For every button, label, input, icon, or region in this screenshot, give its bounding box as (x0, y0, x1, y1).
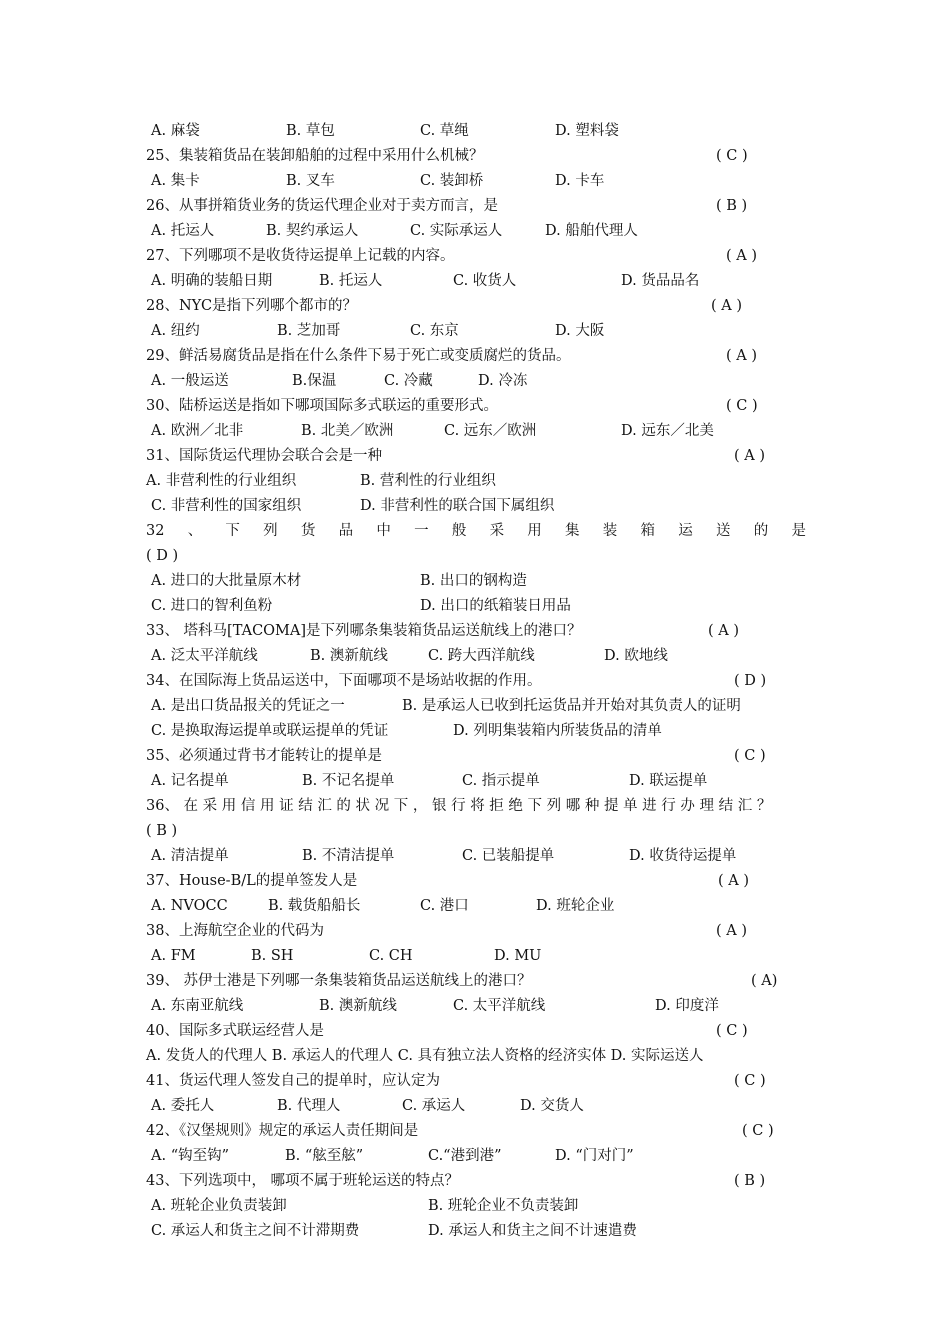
justified-char: 采 (489, 523, 505, 539)
answer-option: C. 东京 (410, 323, 459, 339)
answer-option: D. 冷冻 (478, 373, 528, 389)
question-text: 34、在国际海上货品运送中，下面哪项不是场站收据的作用。 (146, 673, 542, 689)
answer-option: B. SH (251, 948, 294, 964)
justified-char: 是 (791, 523, 806, 539)
answer-option: B. 草包 (286, 123, 335, 139)
answer-option: A. 明确的装船日期 (151, 273, 273, 289)
text-line: ( B ) (146, 823, 178, 839)
justified-char: 集 (565, 523, 580, 539)
answer-option: B. 叉车 (286, 173, 335, 189)
answer-option: D. 塑料袋 (555, 123, 619, 139)
question-text: 29、鲜活易腐货品是指在什么条件下易于死亡或变质腐烂的货品。 (146, 348, 571, 364)
answer-option: A. 集卡 (151, 173, 200, 189)
answer-option: A. 一般运送 (151, 373, 229, 389)
answer-option: B. 是承运人已收到托运货品并开始对其负责人的证明 (402, 698, 741, 714)
answer-option: A. 清洁提单 (151, 848, 229, 864)
question-text: 43、下列选项中， 哪项不属于班轮运送的特点？ (146, 1173, 460, 1189)
answer-bracket: ( B ) (734, 1173, 766, 1189)
answer-option: A. NVOCC (151, 898, 228, 914)
justified-char: 中 (376, 523, 391, 539)
answer-option: C. 指示提单 (462, 773, 540, 789)
answer-option: C. 已装船提单 (462, 848, 555, 864)
answer-option: A. 麻袋 (151, 123, 200, 139)
answer-option: D. 联运提单 (629, 773, 708, 789)
question-text: 27、下列哪项不是收货待运提单上记载的内容。 (146, 248, 455, 264)
answer-option: A. 非营利性的行业组织 (146, 473, 297, 489)
answer-option: C. 远东／欧洲 (444, 423, 537, 439)
answer-option: C. 实际承运人 (410, 223, 503, 239)
answer-option: A. 纽约 (151, 323, 200, 339)
question-text: 41、货运代理人签发自己的提单时，应认定为 (146, 1073, 440, 1089)
answer-option: D. 收货待运提单 (629, 848, 737, 864)
answer-option: D. 远东／北美 (621, 423, 714, 439)
answer-option: A. 东南亚航线 (151, 998, 244, 1014)
answer-option: D. “门对门” (555, 1148, 634, 1164)
answer-option: B. 不记名提单 (302, 773, 395, 789)
answer-option: A. 进口的大批量原木材 (151, 573, 302, 589)
answer-option: A. 托运人 (151, 223, 215, 239)
answer-option: A. 委托人 (151, 1098, 215, 1114)
answer-option: B. 北美／欧洲 (301, 423, 394, 439)
question-text: 33、 塔科马[TACOMA]是下列哪条集装箱货品运送航线上的港口？ (146, 623, 582, 639)
answer-option: B. 澳新航线 (310, 648, 388, 664)
question-text: 42、《汉堡规则》规定的承运人责任期间是 (146, 1123, 419, 1139)
answer-option: A. “钩至钩” (151, 1148, 230, 1164)
answer-option: D. 大阪 (555, 323, 605, 339)
answer-option: B. 班轮企业不负责装卸 (428, 1198, 579, 1214)
justified-char: 货 (300, 523, 316, 539)
justified-char: 般 (451, 523, 467, 539)
justified-char: 用 (527, 523, 542, 539)
answer-option: B. 出口的钢构造 (420, 573, 527, 589)
justified-char: 32 (146, 523, 165, 539)
answer-option: B. 不清洁提单 (302, 848, 395, 864)
answer-bracket: ( A ) (708, 623, 740, 639)
answer-option: C. 承运人和货主之间不计滞期费 (151, 1223, 360, 1239)
answer-option: C. 港口 (420, 898, 469, 914)
justified-char: 、 (187, 523, 203, 539)
answer-option: A. 班轮企业负责装卸 (151, 1198, 287, 1214)
answer-option: C. 进口的智利鱼粉 (151, 598, 273, 614)
answer-bracket: ( D ) (734, 673, 767, 689)
answer-option: D. 船舶代理人 (545, 223, 638, 239)
answer-option: B.保温 (292, 373, 337, 389)
answer-option: D. 列明集装箱内所装货品的清单 (453, 723, 662, 739)
justified-char: 的 (753, 523, 769, 539)
answer-option: A. 记名提单 (151, 773, 229, 789)
justified-char: 运 (678, 523, 693, 539)
text-line: 36、 在 采 用 信 用 证 结 汇 的 状 况 下 ， 银 行 将 拒 绝 下 列 哪 种 提 单 进 行 办 理 结 汇 ？ (146, 798, 772, 814)
justified-char: 装 (602, 523, 618, 539)
answer-bracket: ( A ) (711, 298, 743, 314)
answer-option: D. 班轮企业 (536, 898, 615, 914)
answer-option: D. 卡车 (555, 173, 605, 189)
justified-char: 送 (715, 523, 731, 539)
answer-option: C. 非营利性的国家组织 (151, 498, 302, 514)
answer-bracket: ( B ) (716, 198, 748, 214)
answer-option: B. 契约承运人 (266, 223, 359, 239)
answer-option: C. 草绳 (420, 123, 469, 139)
answer-option: B. 营利性的行业组织 (360, 473, 496, 489)
answer-option: D. 印度洋 (655, 998, 719, 1014)
question-text: 37、House-B/L的提单签发人是 (146, 873, 358, 889)
answer-option: B. 澳新航线 (319, 998, 397, 1014)
answer-bracket: ( A ) (734, 448, 766, 464)
justified-char: 列 (263, 523, 278, 539)
question-text: 40、国际多式联运经营人是 (146, 1023, 324, 1039)
answer-option: A. 是出口货品报关的凭证之一 (151, 698, 345, 714)
answer-option: C. 是换取海运提单或联运提单的凭证 (151, 723, 389, 739)
answer-option: A. 欧洲／北非 (151, 423, 244, 439)
answer-option: C. 收货人 (453, 273, 517, 289)
answer-option: D. 出口的纸箱装日用品 (420, 598, 571, 614)
answer-option: C.“港到港” (428, 1148, 502, 1164)
answer-option: D. 欧地线 (604, 648, 668, 664)
question-text: 31、国际货运代理协会联合会是一种 (146, 448, 382, 464)
answer-bracket: ( C ) (726, 398, 758, 414)
answer-option: D. 货品品名 (621, 273, 700, 289)
answer-option: B. 载货船船长 (268, 898, 361, 914)
answer-option: B. 代理人 (277, 1098, 341, 1114)
question-text: 38、上海航空企业的代码为 (146, 923, 324, 939)
answer-option: C. 跨大西洋航线 (428, 648, 535, 664)
question-text: 35、必须通过背书才能转让的提单是 (146, 748, 382, 764)
question-text: 25、集装箱货品在装卸船舶的过程中采用什么机械？ (146, 148, 484, 164)
answer-bracket: ( A ) (726, 348, 758, 364)
answer-option: C. 装卸桥 (420, 173, 484, 189)
answer-option: C. 冷藏 (384, 373, 433, 389)
justified-question-line (146, 521, 806, 541)
answer-bracket: ( A ) (726, 248, 758, 264)
answer-bracket: ( C ) (742, 1123, 774, 1139)
answer-option: C. CH (369, 948, 413, 964)
justified-char: 箱 (640, 523, 655, 539)
answer-bracket: ( A ) (716, 923, 748, 939)
justified-char: 一 (414, 523, 429, 539)
answer-option: B. “舷至舷” (285, 1148, 364, 1164)
answer-bracket: ( C ) (716, 1023, 748, 1039)
question-text: 30、陆桥运送是指如下哪项国际多式联运的重要形式。 (146, 398, 498, 414)
justified-char: 下 (225, 523, 240, 539)
answer-bracket: ( C ) (734, 1073, 766, 1089)
answer-bracket: ( A) (751, 973, 778, 989)
question-text: 26、从事拼箱货业务的货运代理企业对于卖方而言，是 (146, 198, 498, 214)
answer-bracket: ( C ) (734, 748, 766, 764)
answer-option: A. 泛太平洋航线 (151, 648, 258, 664)
justified-char: 品 (338, 523, 354, 539)
text-line: ( D ) (146, 548, 179, 564)
answer-bracket: ( C ) (716, 148, 748, 164)
text-line: A. 发货人的代理人 B. 承运人的代理人 C. 具有独立法人资格的经济实体 D. 实际运送人 (146, 1048, 704, 1064)
question-text: 39、 苏伊士港是下列哪一条集装箱货品运送航线上的港口？ (146, 973, 532, 989)
answer-option: C. 太平洋航线 (453, 998, 546, 1014)
answer-option: B. 芝加哥 (277, 323, 341, 339)
question-text: 28、NYC是指下列哪个都市的？ (146, 298, 358, 314)
answer-bracket: ( A ) (718, 873, 750, 889)
answer-option: B. 托运人 (319, 273, 383, 289)
answer-option: D. 非营利性的联合国下属组织 (360, 498, 555, 514)
answer-option: C. 承运人 (402, 1098, 466, 1114)
answer-option: A. FM (151, 948, 196, 964)
answer-option: D. 交货人 (520, 1098, 584, 1114)
answer-option: D. 承运人和货主之间不计速遣费 (428, 1223, 637, 1239)
answer-option: D. MU (494, 948, 542, 964)
